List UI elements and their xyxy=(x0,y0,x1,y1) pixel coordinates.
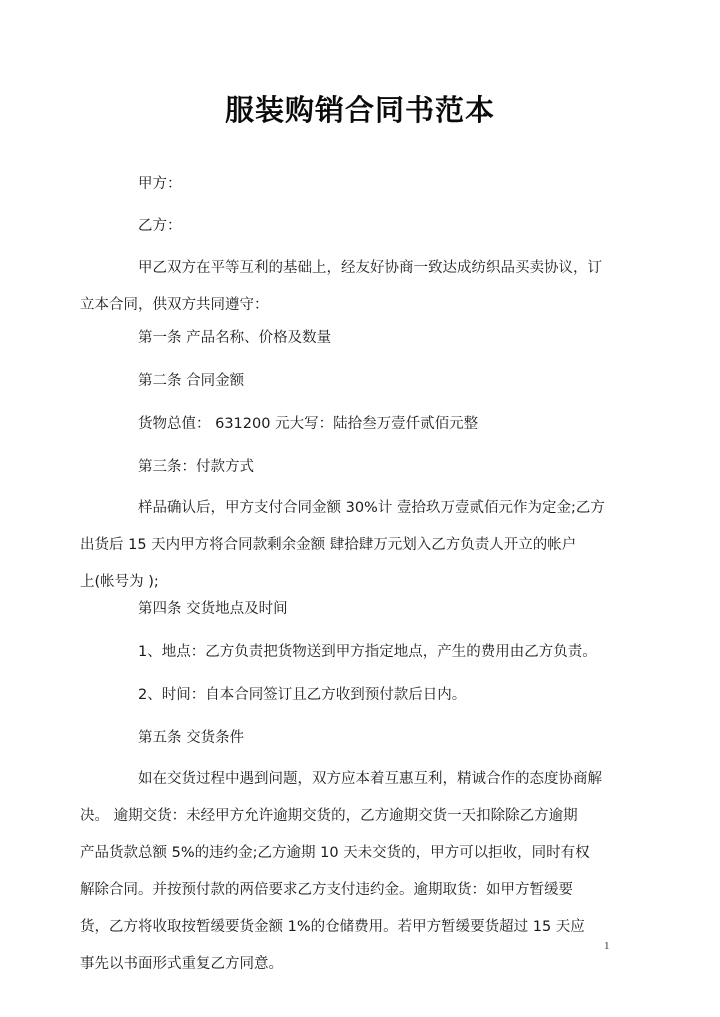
delivery-location: 1、地点：乙方负责把货物送到甲方指定地点，产生的费用由乙方负责。 xyxy=(138,644,597,660)
conditions-line: 货，乙方将收取按暂缓要货金额 1%的仓储费用。若甲方暂缓要货超过 15 天应 xyxy=(80,919,585,935)
conditions-line: 如在交货过程中遇到问题，双方应本着互惠互利，精诚合作的态度协商解 xyxy=(138,771,602,787)
document-title: 服装购销合同书范本 xyxy=(224,93,495,127)
page-number: 1 xyxy=(604,940,610,952)
conditions-paragraph xyxy=(80,761,609,983)
conditions-line: 事先以书面形式重复乙方同意。 xyxy=(80,956,283,972)
conditions-line: 产品货款总额 5%的违约金;乙方逾期 10 天未交货的，甲方可以拒收，同时有权 xyxy=(80,845,590,861)
intro-line: 甲乙双方在平等互利的基础上，经友好协商一致达成纺织品买卖协议，订 xyxy=(138,260,602,276)
conditions-line: 解除合同。并按预付款的两倍要求乙方支付违约金。逾期取货：如甲方暂缓要 xyxy=(80,882,573,898)
article-1-heading: 第一条 产品名称、价格及数量 xyxy=(138,330,332,346)
intro-line: 立本合同，供双方共同遵守： xyxy=(80,297,269,313)
party-b-label: 乙方： xyxy=(138,218,182,234)
total-value: 货物总值： 631200 元大写：陆拾叁万壹仟贰佰元整 xyxy=(138,416,479,432)
article-3-heading: 第三条：付款方式 xyxy=(138,459,254,475)
delivery-time: 2、时间：自本合同签订且乙方收到预付款后日内。 xyxy=(138,687,467,703)
payment-line: 上(帐号为 ); xyxy=(80,574,159,590)
article-4-heading: 第四条 交货地点及时间 xyxy=(138,601,288,617)
article-5-heading: 第五条 交货条件 xyxy=(138,730,245,746)
article-2-heading: 第二条 合同金额 xyxy=(138,373,245,389)
conditions-line: 决。 逾期交货：未经甲方允许逾期交货的，乙方逾期交货一天扣除除乙方逾期 xyxy=(80,808,578,824)
intro-paragraph xyxy=(80,250,609,324)
party-a-label: 甲方： xyxy=(138,176,182,192)
payment-line: 出货后 15 天内甲方将合同款剩余金额 肆拾肆万元划入乙方负责人开立的帐户 xyxy=(80,537,577,553)
payment-paragraph xyxy=(80,490,609,601)
payment-line: 样品确认后，甲方支付合同金额 30%计 壹拾玖万壹贰佰元作为定金;乙方 xyxy=(138,500,605,516)
